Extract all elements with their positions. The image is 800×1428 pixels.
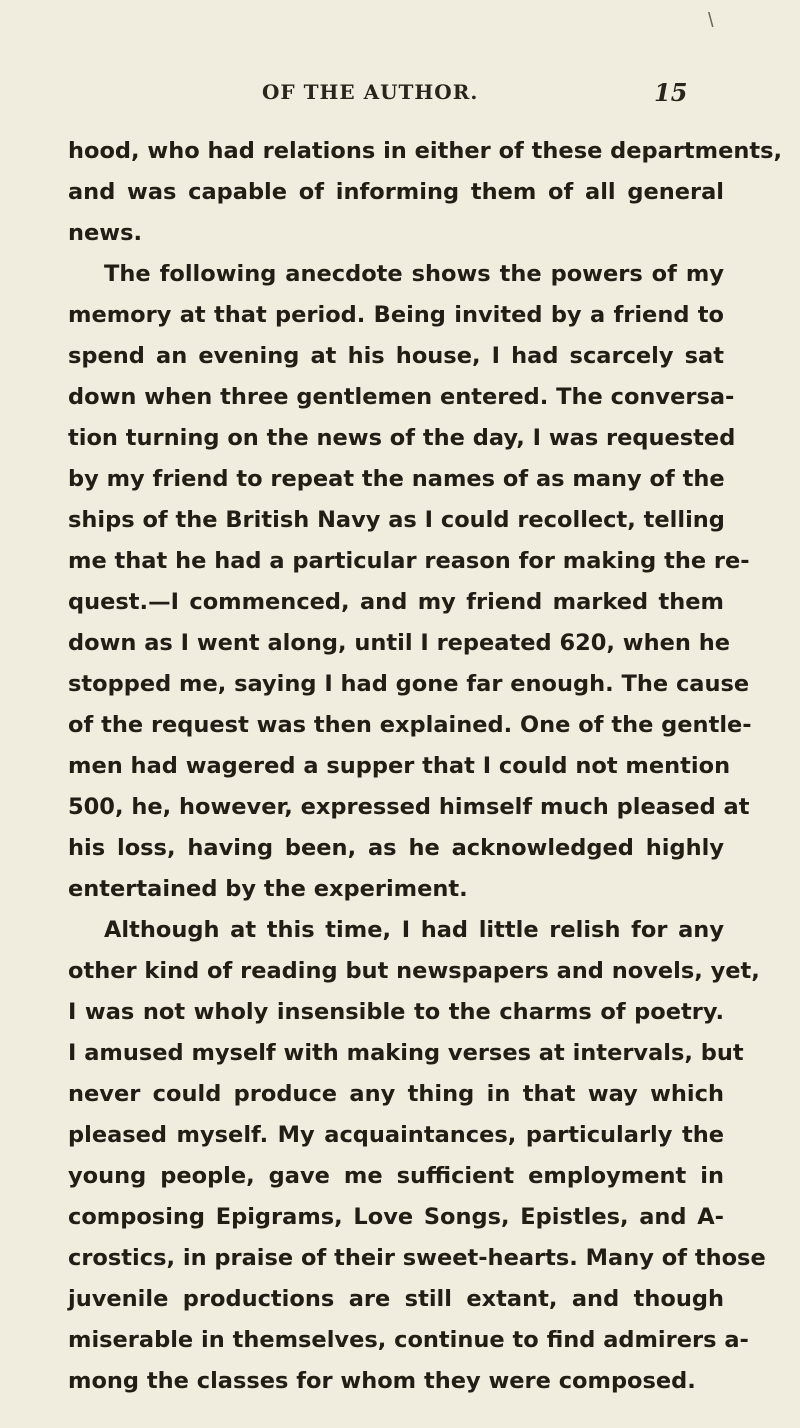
text-line: I was not wholy insensible to the charms of poetry. xyxy=(68,999,724,1025)
text-line: and was capable of informing them of all general xyxy=(68,179,724,205)
text-line: ships of the British Navy as I could recollect, telling xyxy=(68,507,725,533)
text-line: stopped me, saying I had gone far enough. The cause xyxy=(68,671,750,697)
text-line: other kind of reading but newspapers and novels, yet, xyxy=(68,958,760,984)
running-head: OF THE AUTHOR. xyxy=(262,80,479,104)
text-line: 500, he, however, expressed himself much pleased at xyxy=(68,794,750,820)
text-line: composing Epigrams, Love Songs, Epistles, and A- xyxy=(68,1204,724,1230)
text-line: young people, gave me sufficient employment in xyxy=(68,1163,724,1189)
text-line: news. xyxy=(68,220,143,246)
text-line: his loss, having been, as he acknowledged highly xyxy=(68,835,724,861)
text-line: men had wagered a supper that I could not mention xyxy=(68,753,731,779)
text-line: crostics, in praise of their sweet-hearts. Many of those xyxy=(68,1245,766,1271)
text-line: down when three gentlemen entered. The conversa- xyxy=(68,384,735,410)
page-number: 15 xyxy=(654,78,688,107)
text-line: never could produce any thing in that way which xyxy=(68,1081,724,1107)
text-line: pleased myself. My acquaintances, particularly the xyxy=(68,1122,724,1148)
text-line: quest.—I commenced, and my friend marked them xyxy=(68,589,724,615)
text-line: spend an evening at his house, I had scarcely sat xyxy=(68,343,724,369)
text-line: The following anecdote shows the powers of my xyxy=(104,261,724,287)
text-line: juvenile productions are still extant, and though xyxy=(68,1286,724,1312)
text-line: mong the classes for whom they were composed. xyxy=(68,1368,696,1394)
text-line: Although at this time, I had little relish for any xyxy=(104,917,724,943)
text-line: entertained by the experiment. xyxy=(68,876,468,902)
text-line: by my friend to repeat the names of as many of the xyxy=(68,466,725,492)
text-line: hood, who had relations in either of these departments, xyxy=(68,138,783,164)
text-line: I amused myself with making verses at intervals, but xyxy=(68,1040,744,1066)
text-line: down as I went along, until I repeated 620, when he xyxy=(68,630,730,656)
text-line: of the request was then explained. One of the gentle- xyxy=(68,712,752,738)
text-line: tion turning on the news of the day, I was requested xyxy=(68,425,736,451)
text-line: miserable in themselves, continue to find admirers a- xyxy=(68,1327,749,1353)
corner-mark: \ xyxy=(708,10,714,32)
text-line: memory at that period. Being invited by a friend to xyxy=(68,302,724,328)
text-line: me that he had a particular reason for making the re- xyxy=(68,548,750,574)
